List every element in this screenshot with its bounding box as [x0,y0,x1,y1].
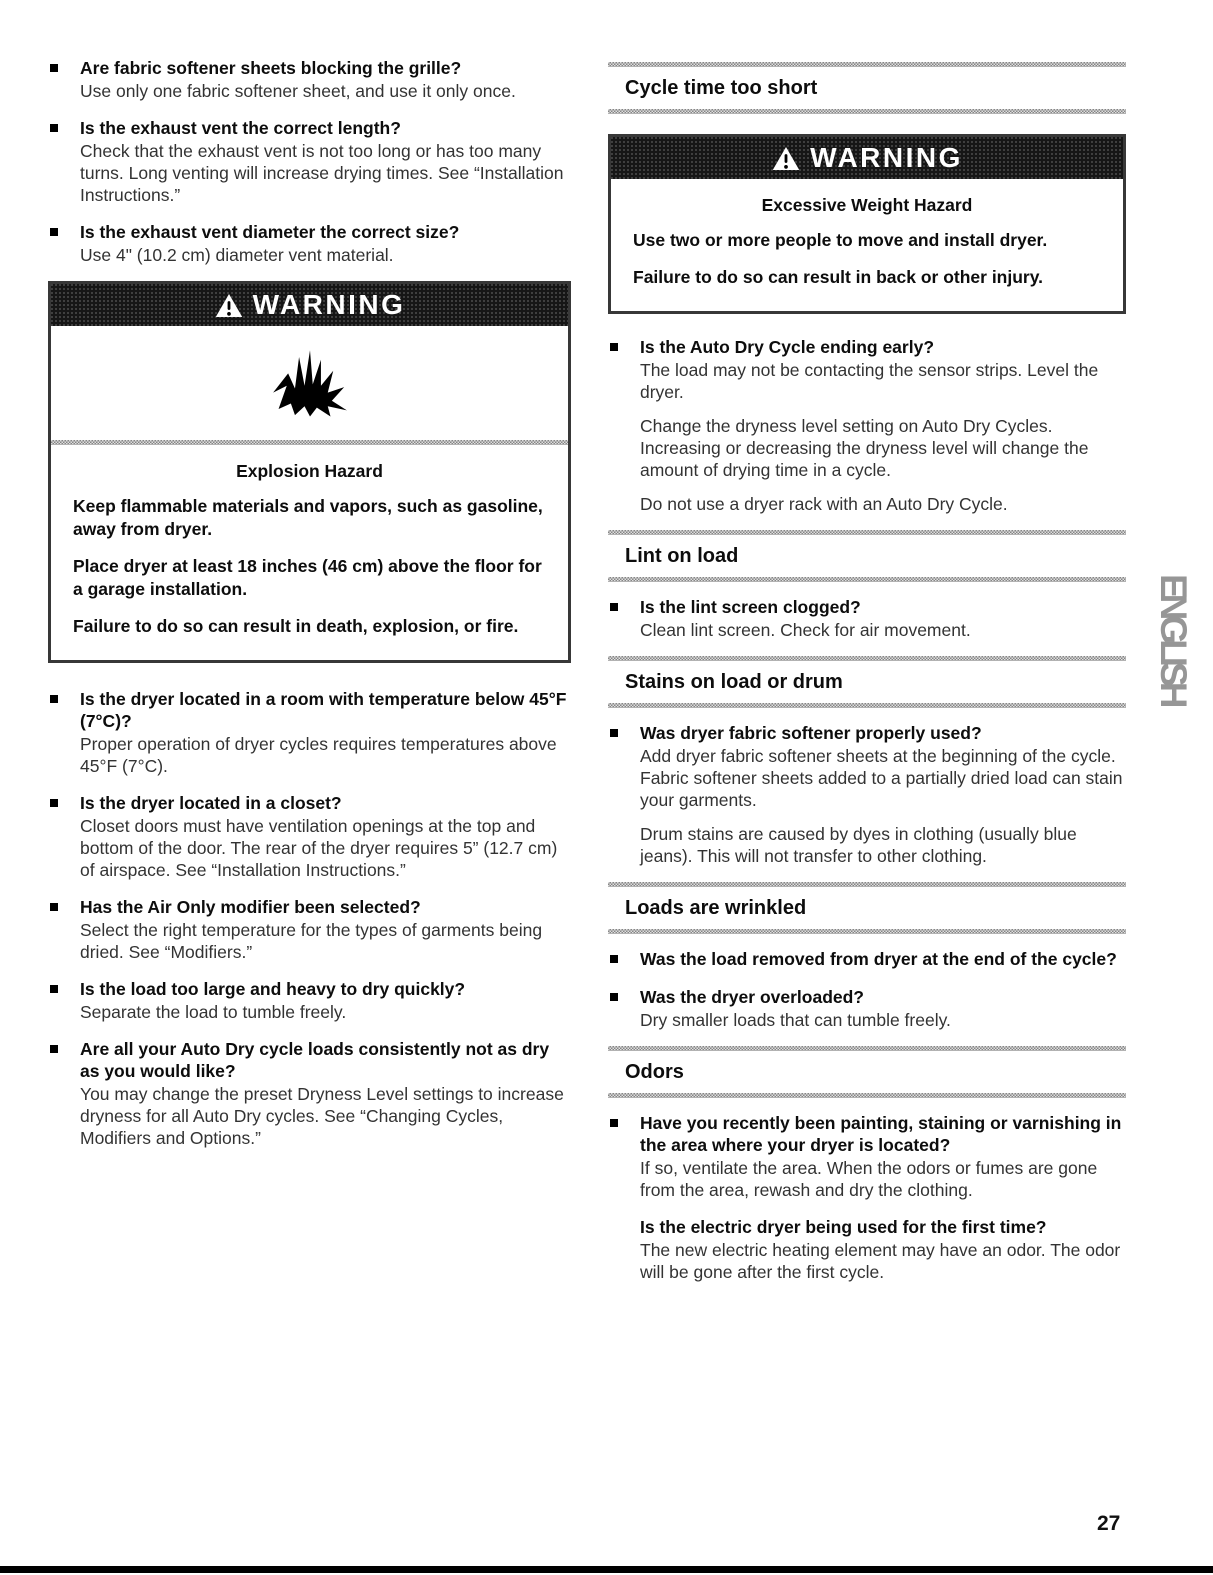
answer-text: Drum stains are caused by dyes in clothing (usually blue jeans). This will not transfer to other clothing. [640,824,1077,866]
question-item [48,117,571,206]
question-item [608,722,1126,867]
bullet-square-icon [610,343,618,351]
page-number: 27 [1097,1512,1121,1535]
answer-text: The load may not be contacting the sensor strips. Level the dryer. [640,360,1099,402]
answer-text: Check that the exhaust vent is not too long or has too many turns. Long venting will increase drying times. See “Installation Instructions.” [80,141,564,205]
bullet-square-icon [50,799,58,807]
warning-paragraph: Use two or more people to move and install dryer. [633,230,1048,250]
bullet-square-icon [50,64,58,72]
section-divider [608,109,1126,114]
warning-paragraph: Failure to do so can result in back or other injury. [633,267,1044,287]
warning-paragraph: Place dryer at least 18 inches (46 cm) above the floor for a garage installation. [73,556,542,599]
section-title: Lint on load [625,545,739,567]
bullet-square-icon [50,228,58,236]
question-item [48,896,571,963]
section-header-lint [608,530,1126,582]
answer-text: Change the dryness level setting on Auto Dry Cycles. Increasing or decreasing the dryness level will change the amount of drying time in a cycle. [640,416,1089,480]
bullet-square-icon [50,985,58,993]
hazard-title: Explosion Hazard [236,461,383,481]
bullet-square-icon [610,1119,618,1127]
question-heading: Is the exhaust vent the correct length? [80,118,401,138]
answer-text: The new electric heating element may have an odor. The odor will be gone after the first cycle. [640,1240,1121,1282]
answer-text: Add dryer fabric softener sheets at the beginning of the cycle. Fabric softener sheets added to a partially dried load can stain your garments. [640,746,1123,810]
bullet-square-icon [50,1045,58,1053]
warning-label: WARNING [810,142,963,173]
warning-box-text [51,445,568,660]
section-header-stains [608,656,1126,708]
left-column [48,57,571,1164]
bullet-square-icon [610,993,618,1001]
question-heading: Is the Auto Dry Cycle ending early? [640,337,935,357]
hazard-icon-area [51,326,568,440]
question-heading: Is the dryer located in a room with temperature below 45°F (7°C)? [80,689,567,731]
question-heading: Is the electric dryer being used for the first time? [640,1217,1047,1237]
footer-bar [0,1566,1213,1573]
bullet-square-icon [50,903,58,911]
question-heading: Have you recently been painting, staining or varnishing in the area where your dryer is located? [640,1113,1122,1155]
warning-label: WARNING [252,289,406,320]
question-item [608,986,1126,1031]
bullet-square-icon [50,695,58,703]
warning-box-text [611,179,1123,311]
bullet-square-icon [610,955,618,963]
question-item [608,948,1126,971]
explosion-icon [269,339,351,427]
warning-paragraph: Keep flammable materials and vapors, such as gasoline, away from dryer. [73,496,543,539]
question-heading: Is the load too large and heavy to dry quickly? [80,979,466,999]
question-item-nobullet [640,1216,1126,1283]
answer-text: Closet doors must have ventilation openings at the top and bottom of the door. The rear of the dryer requires 5” (12.7 cm) of airspace. See “Installation Instructions.” [80,816,558,880]
section-header-odors [608,1046,1126,1098]
question-item [608,1112,1126,1201]
section-title: Odors [625,1061,684,1083]
right-column [608,62,1126,1298]
question-item [48,221,571,266]
section-title: Cycle time too short [625,77,818,99]
question-heading: Is the lint screen clogged? [640,597,861,617]
weight-warning-box [608,134,1126,314]
section-header-wrinkled [608,882,1126,934]
bullet-square-icon [610,729,618,737]
warning-triangle-icon [771,145,801,172]
answer-text: If so, ventilate the area. When the odors or fumes are gone from the area, rewash and dry the clothing. [640,1158,1098,1200]
section-divider [608,577,1126,582]
question-item [48,688,571,777]
warning-header-bar [51,284,568,326]
hazard-title: Excessive Weight Hazard [761,195,973,215]
bullet-square-icon [50,124,58,132]
question-heading: Is the exhaust vent diameter the correct size? [80,222,460,242]
answer-text: Dry smaller loads that can tumble freely. [640,1010,951,1030]
bullet-square-icon [610,603,618,611]
question-item [48,978,571,1023]
question-heading: Was dryer fabric softener properly used? [640,723,982,743]
language-tab-english: ENGLISH [1153,574,1194,704]
warning-paragraph: Failure to do so can result in death, explosion, or fire. [73,616,519,636]
section-title: Stains on load or drum [625,671,843,693]
answer-text: You may change the preset Dryness Level settings to increase dryness for all Auto Dry cycles. See “Changing Cycles, Modifiers and Options.” [80,1084,564,1148]
question-item [48,57,571,102]
question-heading: Is the dryer located in a closet? [80,793,342,813]
question-item [608,336,1126,515]
section-header-cycle-time [608,62,1126,114]
section-title: Loads are wrinkled [625,897,807,919]
explosion-warning-box [48,281,571,663]
question-item [48,1038,571,1149]
section-divider [608,929,1126,934]
answer-text: Do not use a dryer rack with an Auto Dry Cycle. [640,494,1008,514]
answer-text: Use 4" (10.2 cm) diameter vent material. [80,245,394,265]
answer-text: Proper operation of dryer cycles requires temperatures above 45°F (7°C). [80,734,557,776]
answer-text: Use only one fabric softener sheet, and use it only once. [80,81,516,101]
question-heading: Are fabric softener sheets blocking the grille? [80,58,462,78]
warning-header-bar [611,137,1123,179]
question-heading: Was the load removed from dryer at the end of the cycle? [640,949,1117,969]
answer-text: Select the right temperature for the types of garments being dried. See “Modifiers.” [80,920,543,962]
answer-text: Clean lint screen. Check for air movement. [640,620,971,640]
warning-triangle-icon [214,292,244,319]
section-divider [608,703,1126,708]
question-heading: Are all your Auto Dry cycle loads consistently not as dry as you would like? [80,1039,550,1081]
section-divider [608,1093,1126,1098]
answer-text: Separate the load to tumble freely. [80,1002,347,1022]
question-heading: Was the dryer overloaded? [640,987,864,1007]
question-item [608,596,1126,641]
question-item [48,792,571,881]
question-heading: Has the Air Only modifier been selected? [80,897,421,917]
